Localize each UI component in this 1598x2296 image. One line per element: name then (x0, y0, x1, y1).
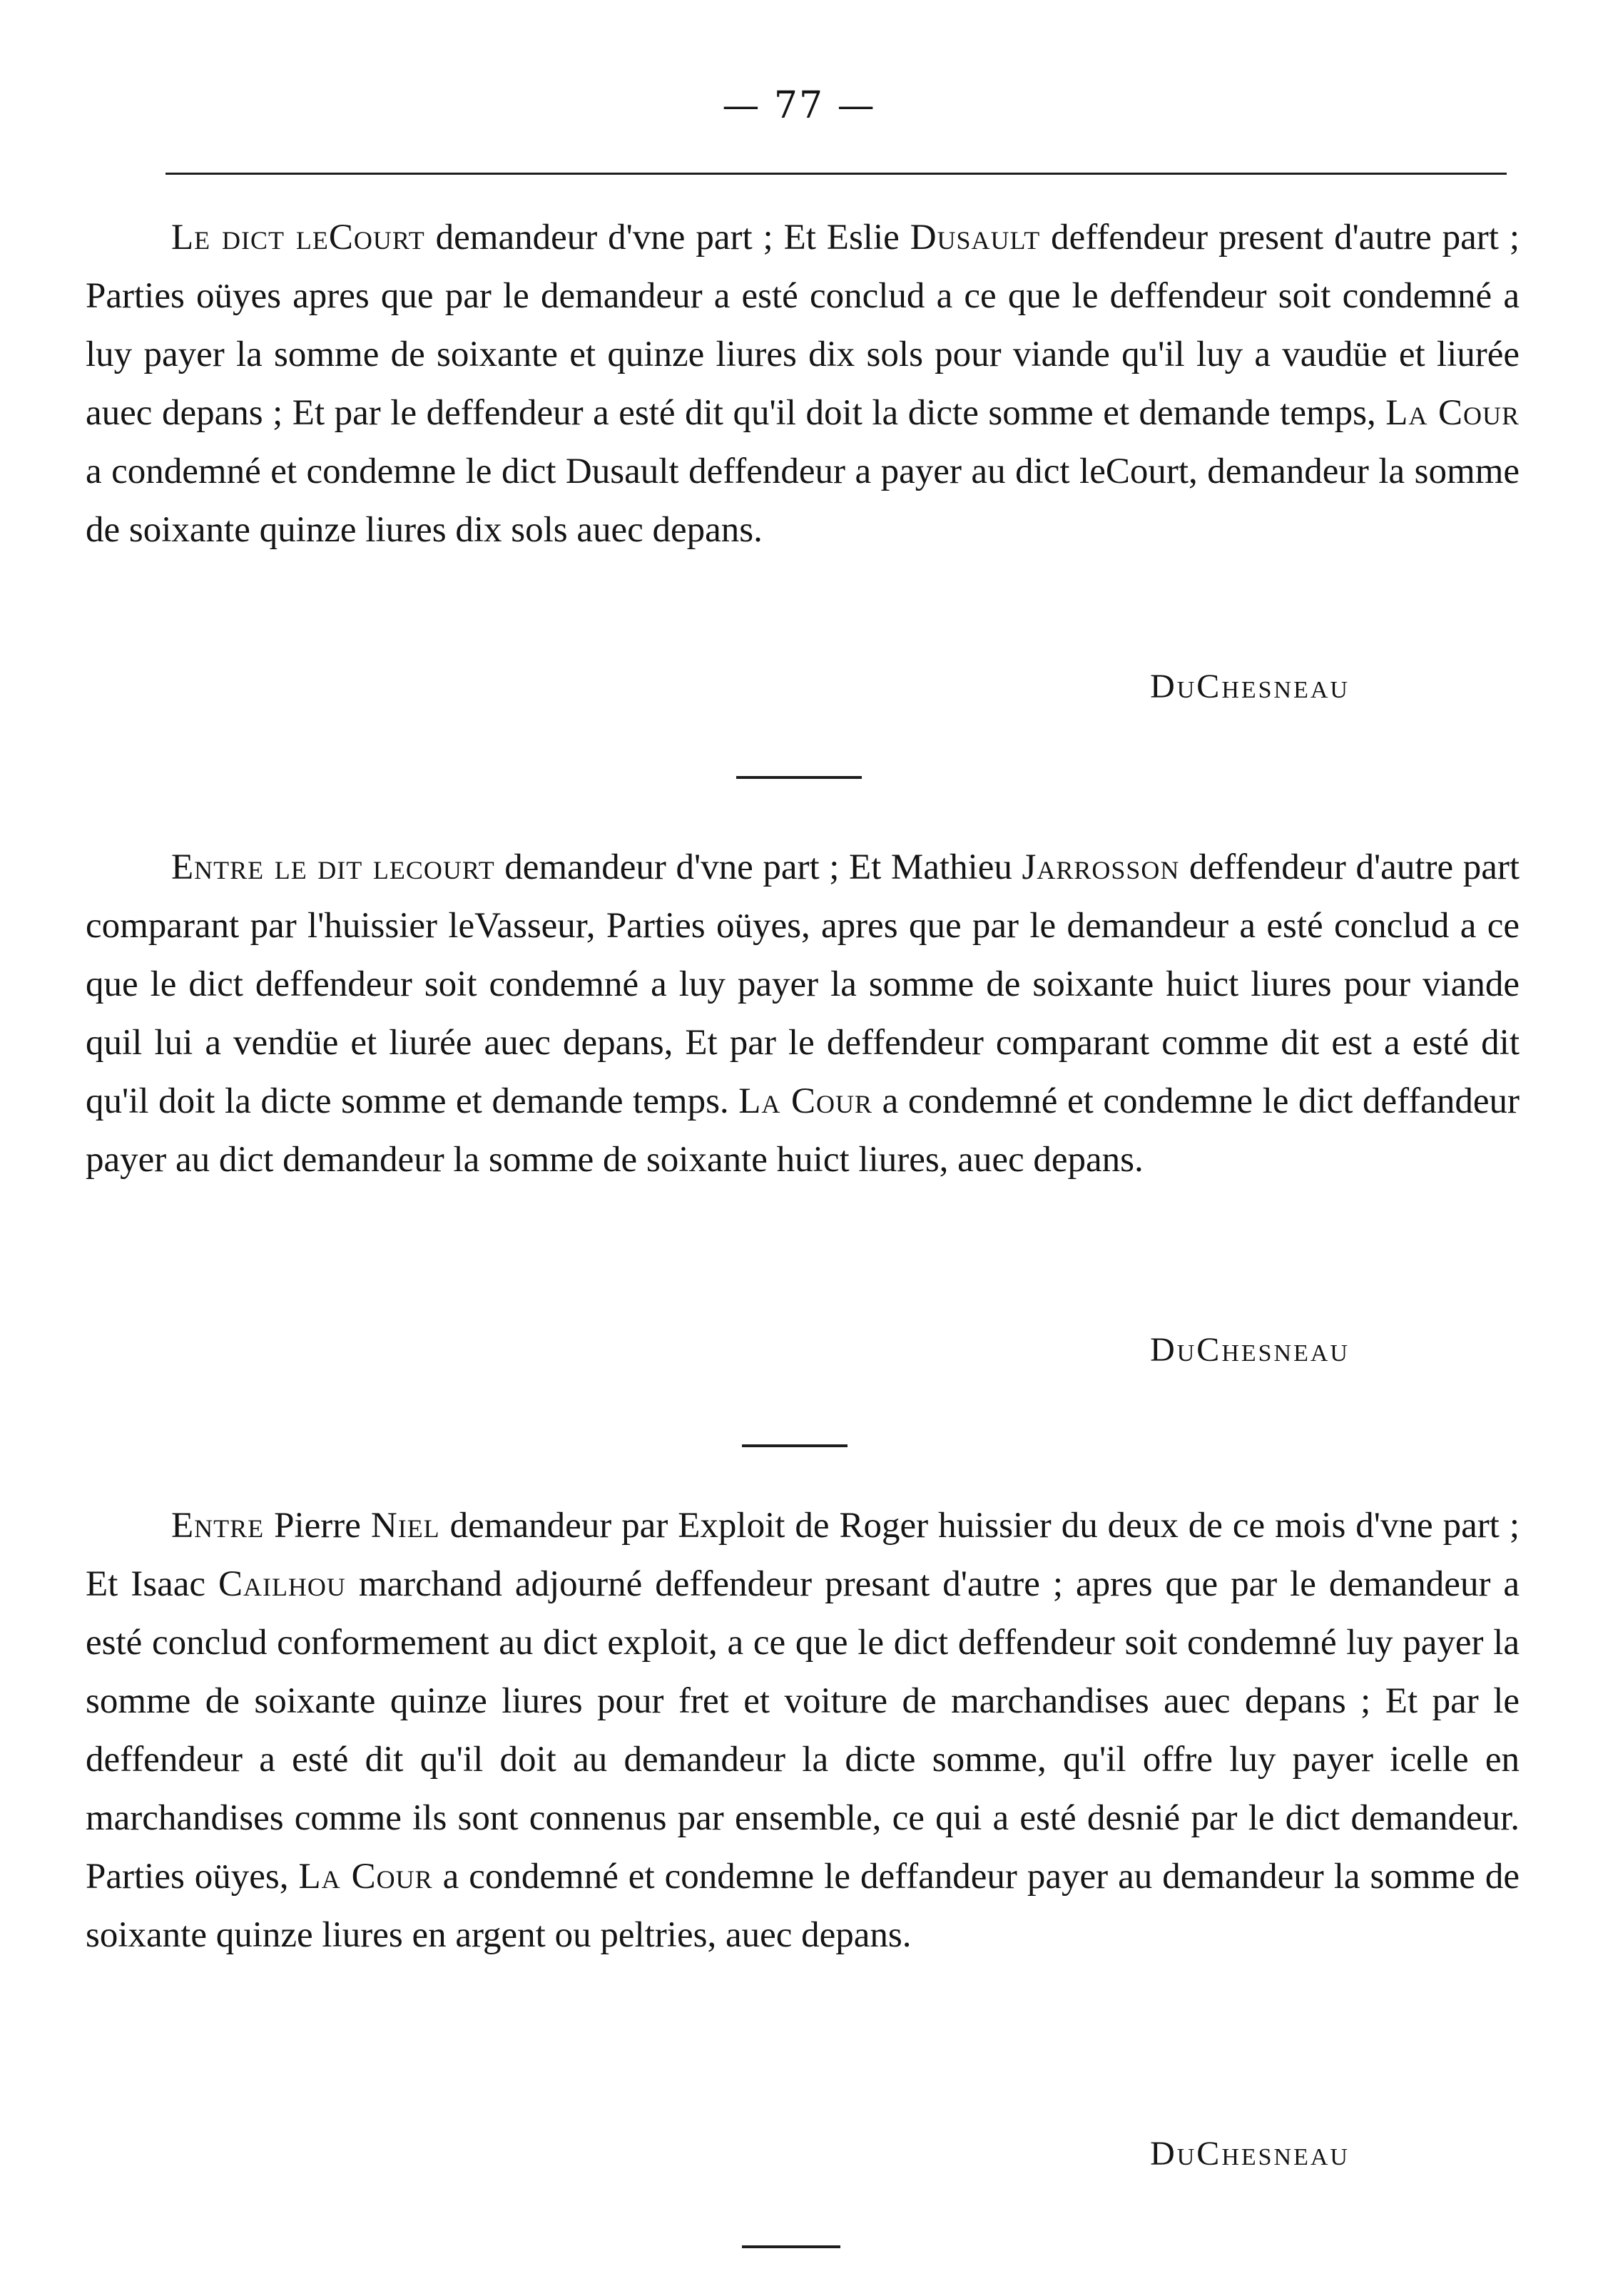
entry-3-text-d: a condemné et condemne le deffandeur payer au demandeur la somme de soixante quinze liures en argent ou peltries, auec depans. (86, 1857, 1520, 1955)
header-rule (166, 173, 1507, 175)
entry-2-court: La Cour (738, 1081, 873, 1121)
entry-3-opening: Entre (171, 1506, 265, 1546)
entry-1-opening: Le dict leCourt (171, 218, 425, 257)
entry-2-text-c: a condemné et condemne le dict deffandeur payer au dict demandeur la somme de soixante huict liures, auec depans. (86, 1081, 1520, 1180)
entry-2-party: Jarrosson (1022, 847, 1180, 887)
entry-3-signature: DuChesneau (1150, 2135, 1350, 2173)
entry-2-paragraph (86, 838, 1520, 1189)
entry-1-paragraph (86, 208, 1520, 559)
separator-2 (742, 1444, 848, 1447)
separator-3 (742, 2245, 840, 2248)
entry-1-text-c: a condemné et condemne le dict Dusault deffendeur a payer au dict leCourt, demandeur la somme de soixante quinze liures dix sols auec depans. (86, 451, 1520, 550)
entry-1-text-a: demandeur d'vne part ; Et Eslie (424, 218, 910, 257)
entry-2-text-b: deffendeur d'autre part comparant par l'huissier leVasseur, Parties oüyes, apres que par le demandeur a esté conclud a ce que le dict deffendeur soit condemné a luy payer la somme de soixante huict liures pour viande quil lui a vendüe et liurée auec depans, Et par le deffendeur comparant comme dit est a esté dit qu'il doit la dicte somme et demande temps. (86, 847, 1520, 1121)
entry-1-court: La Cour (1385, 393, 1520, 433)
entry-3-court: La Cour (298, 1857, 433, 1897)
entry-2-signature: DuChesneau (1150, 1331, 1350, 1369)
entry-1-signature: DuChesneau (1150, 668, 1350, 705)
entry-2-text-a: demandeur d'vne part ; Et Mathieu (494, 847, 1022, 887)
entry-3-text-c: marchand adjourné deffendeur presant d'autre ; apres que par le demandeur a esté conclud conformement au dict exploit, a ce que le dict deffendeur soit condemné luy payer la somme de soixante quinze liures pour fret et voiture de marchandises auec depans ; Et par le deffendeur a esté dit qu'il doit au demandeur la dicte somme, qu'il offre luy payer icelle en marchandises comme ils sont connenus par ensemble, ce qui a esté desnié par le dict demandeur. Parties oüyes, (86, 1564, 1520, 1897)
page-number: — 77 — (722, 84, 876, 127)
separator-1 (736, 776, 862, 779)
entry-1-party: Dusault (910, 218, 1041, 257)
entry-3-party-2: Cailhou (218, 1564, 346, 1604)
entry-3-paragraph (86, 1496, 1520, 1964)
entry-1-text-b: deffendeur present d'autre part ; Parties oüyes apres que par le demandeur a esté conclud a ce que le deffendeur soit condemné a luy payer la somme de soixante et quinze liures dix sols pour viande qu'il luy a vaudüe et liurée auec depans ; Et par le deffendeur a esté dit qu'il doit la dicte somme et demande temps, (86, 218, 1520, 433)
entry-3-text-b: demandeur par Exploit de Roger huissier du deux de ce mois d'vne part ; Et Isaac (86, 1506, 1520, 1604)
entry-2-opening: Entre le dit lecourt (171, 847, 495, 887)
entry-3-text-a: Pierre (264, 1506, 371, 1546)
entry-3-party: Niel (370, 1506, 440, 1546)
